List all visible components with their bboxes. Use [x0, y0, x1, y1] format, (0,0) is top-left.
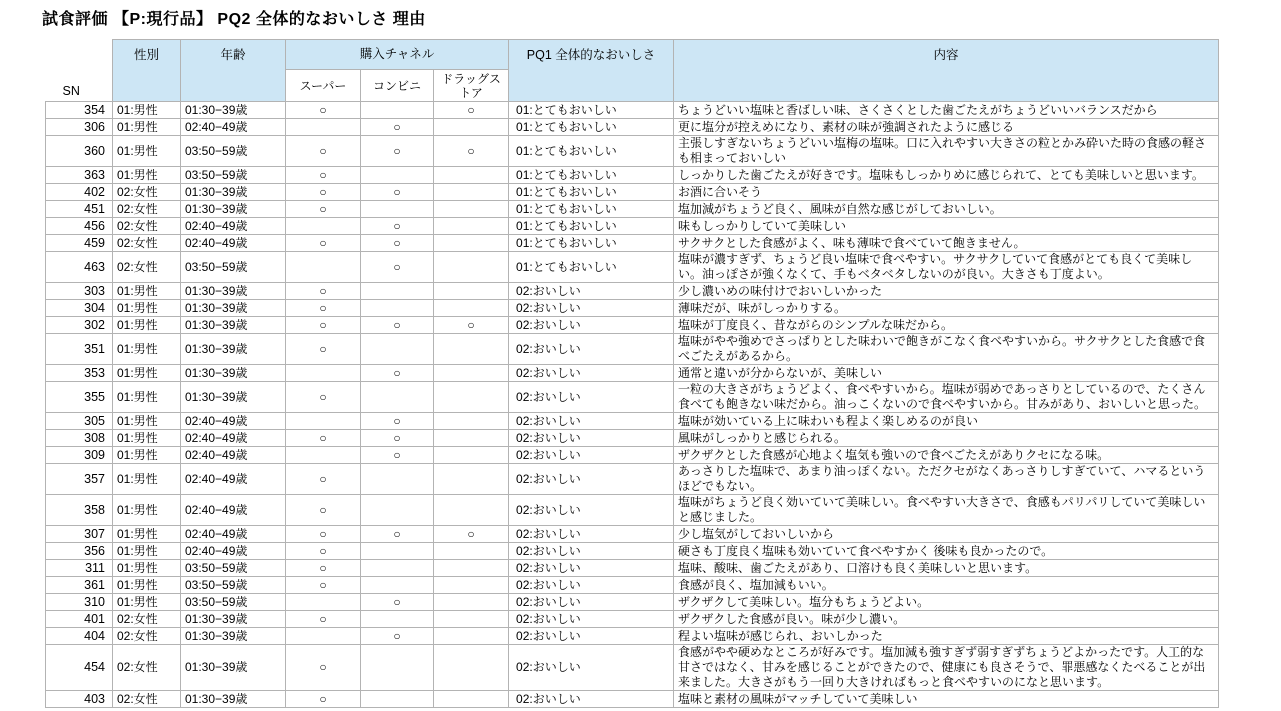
- cell-pq1: 02:おいしい: [509, 594, 674, 611]
- cell-age: 02:40−49歳: [181, 413, 286, 430]
- cell-sn: 356: [46, 543, 113, 560]
- cell-channel-drugstore: ○: [434, 102, 509, 119]
- cell-gender: 01:男性: [113, 167, 181, 184]
- cell-pq1: 01:とてもおいしい: [509, 252, 674, 283]
- cell-age: 02:40−49歳: [181, 218, 286, 235]
- cell-channel-drugstore: [434, 365, 509, 382]
- cell-content: 硬さも丁度良く塩味も効いていて食べやすかく 後味も良かったので。: [674, 543, 1219, 560]
- cell-sn: 355: [46, 382, 113, 413]
- cell-pq1: 02:おいしい: [509, 413, 674, 430]
- cell-pq1: 01:とてもおいしい: [509, 119, 674, 136]
- cell-channel-conbini: ○: [361, 184, 434, 201]
- cell-channel-drugstore: [434, 201, 509, 218]
- table-row: [46, 526, 1219, 543]
- cell-channel-super: ○: [286, 136, 361, 167]
- cell-gender: 02:女性: [113, 611, 181, 628]
- column-header-drugstore: ドラッグストア: [434, 70, 509, 102]
- cell-content: 塩味が効いている上に味わいも程よく楽しめるのが良い: [674, 413, 1219, 430]
- cell-channel-conbini: [361, 201, 434, 218]
- cell-content: ザクザクして美味しい。塩分もちょうどよい。: [674, 594, 1219, 611]
- cell-gender: 02:女性: [113, 235, 181, 252]
- cell-channel-conbini: [361, 102, 434, 119]
- cell-channel-super: ○: [286, 167, 361, 184]
- cell-age: 01:30−39歳: [181, 334, 286, 365]
- cell-channel-conbini: [361, 577, 434, 594]
- cell-gender: 02:女性: [113, 184, 181, 201]
- cell-channel-super: [286, 594, 361, 611]
- cell-channel-super: ○: [286, 526, 361, 543]
- cell-sn: 307: [46, 526, 113, 543]
- cell-pq1: 02:おいしい: [509, 577, 674, 594]
- cell-channel-conbini: ○: [361, 365, 434, 382]
- cell-gender: 02:女性: [113, 691, 181, 708]
- table-row: [46, 645, 1219, 691]
- cell-sn: 463: [46, 252, 113, 283]
- cell-content: ちょうどいい塩味と香ばしい味、さくさくとした歯ごたえがちょうどいいバランスだから: [674, 102, 1219, 119]
- cell-channel-super: ○: [286, 464, 361, 495]
- cell-channel-super: [286, 252, 361, 283]
- cell-channel-conbini: ○: [361, 136, 434, 167]
- cell-channel-conbini: ○: [361, 218, 434, 235]
- cell-pq1: 02:おいしい: [509, 611, 674, 628]
- cell-channel-conbini: ○: [361, 252, 434, 283]
- cell-sn: 351: [46, 334, 113, 365]
- cell-channel-super: ○: [286, 691, 361, 708]
- cell-age: 03:50−59歳: [181, 136, 286, 167]
- cell-channel-super: [286, 447, 361, 464]
- cell-age: 02:40−49歳: [181, 464, 286, 495]
- cell-sn: 310: [46, 594, 113, 611]
- cell-content: あっさりした塩味で、あまり油っぽくない。ただクセがなくあっさりしすぎていて、ハマるというほどでもない。: [674, 464, 1219, 495]
- cell-sn: 401: [46, 611, 113, 628]
- cell-channel-super: [286, 413, 361, 430]
- cell-channel-super: ○: [286, 645, 361, 691]
- cell-content: 程よい塩味が感じられ、おいしかった: [674, 628, 1219, 645]
- cell-channel-drugstore: ○: [434, 526, 509, 543]
- cell-sn: 360: [46, 136, 113, 167]
- table-row: [46, 382, 1219, 413]
- cell-channel-super: ○: [286, 560, 361, 577]
- cell-sn: 451: [46, 201, 113, 218]
- cell-sn: 456: [46, 218, 113, 235]
- cell-gender: 02:女性: [113, 201, 181, 218]
- cell-gender: 01:男性: [113, 365, 181, 382]
- table-row: [46, 560, 1219, 577]
- cell-channel-drugstore: [434, 543, 509, 560]
- cell-pq1: 01:とてもおいしい: [509, 218, 674, 235]
- cell-content: 塩味がちょうど良く効いていて美味しい。食べやすい大きさで、食感もパリパリしていて美味しいと感じました。: [674, 495, 1219, 526]
- cell-channel-drugstore: [434, 119, 509, 136]
- cell-content: ザクザクとした食感が心地よく塩気も強いので食べごたえがありクセになる味。: [674, 447, 1219, 464]
- cell-sn: 358: [46, 495, 113, 526]
- cell-gender: 01:男性: [113, 300, 181, 317]
- cell-gender: 01:男性: [113, 430, 181, 447]
- cell-gender: 01:男性: [113, 136, 181, 167]
- cell-sn: 354: [46, 102, 113, 119]
- cell-channel-drugstore: [434, 252, 509, 283]
- cell-pq1: 02:おいしい: [509, 526, 674, 543]
- cell-pq1: 02:おいしい: [509, 560, 674, 577]
- evaluation-table: [45, 39, 1219, 708]
- cell-gender: 01:男性: [113, 577, 181, 594]
- column-header-content: 内容: [674, 40, 1219, 102]
- cell-sn: 402: [46, 184, 113, 201]
- cell-gender: 01:男性: [113, 543, 181, 560]
- table-row: [46, 300, 1219, 317]
- cell-channel-drugstore: [434, 300, 509, 317]
- column-header-gender: 性別: [113, 40, 181, 102]
- table-row: [46, 447, 1219, 464]
- cell-gender: 01:男性: [113, 317, 181, 334]
- cell-gender: 01:男性: [113, 560, 181, 577]
- table-row: [46, 167, 1219, 184]
- table-row: [46, 365, 1219, 382]
- cell-pq1: 01:とてもおいしい: [509, 201, 674, 218]
- cell-age: 02:40−49歳: [181, 495, 286, 526]
- table-row: [46, 495, 1219, 526]
- cell-pq1: 02:おいしい: [509, 334, 674, 365]
- table-row: [46, 136, 1219, 167]
- cell-channel-drugstore: [434, 577, 509, 594]
- cell-gender: 01:男性: [113, 283, 181, 300]
- cell-age: 03:50−59歳: [181, 252, 286, 283]
- cell-content: 更に塩分が控えめになり、素材の味が強調されたように感じる: [674, 119, 1219, 136]
- table-body: [46, 102, 1219, 708]
- table-row: [46, 577, 1219, 594]
- cell-channel-conbini: [361, 334, 434, 365]
- cell-channel-super: ○: [286, 317, 361, 334]
- cell-channel-drugstore: [434, 218, 509, 235]
- table-row: [46, 235, 1219, 252]
- cell-channel-conbini: ○: [361, 317, 434, 334]
- cell-pq1: 02:おいしい: [509, 645, 674, 691]
- cell-gender: 01:男性: [113, 382, 181, 413]
- cell-content: 塩味、酸味、歯ごたえがあり、口溶けも良く美味しいと思います。: [674, 560, 1219, 577]
- cell-sn: 311: [46, 560, 113, 577]
- cell-channel-drugstore: [434, 594, 509, 611]
- table-row: [46, 430, 1219, 447]
- cell-pq1: 02:おいしい: [509, 543, 674, 560]
- cell-age: 03:50−59歳: [181, 577, 286, 594]
- cell-sn: 459: [46, 235, 113, 252]
- cell-age: 01:30−39歳: [181, 283, 286, 300]
- cell-channel-conbini: ○: [361, 413, 434, 430]
- cell-sn: 306: [46, 119, 113, 136]
- cell-channel-drugstore: [434, 645, 509, 691]
- cell-sn: 363: [46, 167, 113, 184]
- cell-channel-drugstore: [434, 235, 509, 252]
- table-row: [46, 413, 1219, 430]
- cell-pq1: 01:とてもおいしい: [509, 136, 674, 167]
- cell-pq1: 02:おいしい: [509, 691, 674, 708]
- cell-channel-drugstore: ○: [434, 317, 509, 334]
- cell-pq1: 02:おいしい: [509, 300, 674, 317]
- cell-channel-super: [286, 365, 361, 382]
- cell-channel-super: [286, 628, 361, 645]
- table-row: [46, 543, 1219, 560]
- cell-content: 食感が良く、塩加減もいい。: [674, 577, 1219, 594]
- cell-content: 塩味と素材の風味がマッチしていて美味しい: [674, 691, 1219, 708]
- cell-pq1: 02:おいしい: [509, 495, 674, 526]
- cell-channel-conbini: [361, 645, 434, 691]
- cell-content: 味もしっかりしていて美味しい: [674, 218, 1219, 235]
- cell-channel-conbini: [361, 382, 434, 413]
- table-row: [46, 218, 1219, 235]
- cell-channel-drugstore: [434, 382, 509, 413]
- table-row: [46, 283, 1219, 300]
- cell-channel-super: ○: [286, 235, 361, 252]
- cell-channel-conbini: [361, 543, 434, 560]
- cell-channel-super: ○: [286, 611, 361, 628]
- cell-channel-drugstore: [434, 611, 509, 628]
- cell-age: 01:30−39歳: [181, 300, 286, 317]
- cell-pq1: 02:おいしい: [509, 430, 674, 447]
- cell-pq1: 02:おいしい: [509, 365, 674, 382]
- cell-age: 01:30−39歳: [181, 628, 286, 645]
- cell-channel-conbini: [361, 611, 434, 628]
- cell-gender: 02:女性: [113, 218, 181, 235]
- cell-content: ザクザクした食感が良い。味が少し濃い。: [674, 611, 1219, 628]
- cell-channel-super: ○: [286, 201, 361, 218]
- column-header-age: 年齢: [181, 40, 286, 102]
- cell-channel-drugstore: [434, 495, 509, 526]
- cell-channel-conbini: [361, 464, 434, 495]
- cell-channel-conbini: [361, 560, 434, 577]
- table-row: [46, 252, 1219, 283]
- cell-sn: 403: [46, 691, 113, 708]
- cell-channel-drugstore: [434, 464, 509, 495]
- cell-channel-drugstore: [434, 628, 509, 645]
- cell-sn: 305: [46, 413, 113, 430]
- cell-channel-conbini: ○: [361, 447, 434, 464]
- cell-channel-drugstore: [434, 413, 509, 430]
- table-row: [46, 184, 1219, 201]
- cell-channel-conbini: ○: [361, 594, 434, 611]
- cell-age: 01:30−39歳: [181, 691, 286, 708]
- table-row: [46, 317, 1219, 334]
- cell-channel-super: ○: [286, 382, 361, 413]
- cell-channel-drugstore: [434, 334, 509, 365]
- cell-channel-super: ○: [286, 495, 361, 526]
- cell-sn: 404: [46, 628, 113, 645]
- cell-channel-conbini: [361, 691, 434, 708]
- cell-content: 主張しすぎないちょうどいい塩梅の塩味。口に入れやすい大きさの粒とかみ砕いた時の食感の軽さも相まっておいしい: [674, 136, 1219, 167]
- cell-pq1: 01:とてもおいしい: [509, 235, 674, 252]
- cell-channel-drugstore: [434, 430, 509, 447]
- cell-gender: 01:男性: [113, 464, 181, 495]
- cell-age: 03:50−59歳: [181, 560, 286, 577]
- cell-sn: 454: [46, 645, 113, 691]
- cell-channel-super: ○: [286, 184, 361, 201]
- cell-channel-conbini: ○: [361, 119, 434, 136]
- cell-channel-drugstore: [434, 283, 509, 300]
- column-header-super: スーパー: [286, 70, 361, 102]
- cell-content: サクサクとした食感がよく、味も薄味で食べていて飽きません。: [674, 235, 1219, 252]
- column-header-conbini: コンビニ: [361, 70, 434, 102]
- cell-gender: 02:女性: [113, 252, 181, 283]
- cell-age: 01:30−39歳: [181, 611, 286, 628]
- cell-pq1: 02:おいしい: [509, 283, 674, 300]
- cell-channel-super: [286, 218, 361, 235]
- cell-age: 01:30−39歳: [181, 365, 286, 382]
- cell-gender: 01:男性: [113, 495, 181, 526]
- page-title: 試食評価 【P:現行品】 PQ2 全体的なおいしさ 理由: [42, 11, 426, 28]
- cell-content: 塩味が丁度良く、昔ながらのシンプルな味だから。: [674, 317, 1219, 334]
- cell-age: 01:30−39歳: [181, 645, 286, 691]
- cell-age: 01:30−39歳: [181, 382, 286, 413]
- cell-channel-drugstore: [434, 184, 509, 201]
- cell-age: 02:40−49歳: [181, 447, 286, 464]
- cell-age: 01:30−39歳: [181, 317, 286, 334]
- column-header-channel-group: 購入チャネル: [286, 40, 509, 70]
- cell-channel-super: ○: [286, 283, 361, 300]
- cell-pq1: 02:おいしい: [509, 464, 674, 495]
- cell-channel-drugstore: ○: [434, 136, 509, 167]
- cell-channel-conbini: [361, 300, 434, 317]
- cell-gender: 01:男性: [113, 413, 181, 430]
- cell-sn: 308: [46, 430, 113, 447]
- cell-age: 02:40−49歳: [181, 430, 286, 447]
- cell-channel-drugstore: [434, 447, 509, 464]
- cell-pq1: 02:おいしい: [509, 317, 674, 334]
- cell-sn: 303: [46, 283, 113, 300]
- cell-content: 少し塩気がしておいしいから: [674, 526, 1219, 543]
- cell-gender: 02:女性: [113, 628, 181, 645]
- cell-gender: 01:男性: [113, 119, 181, 136]
- cell-channel-drugstore: [434, 167, 509, 184]
- cell-channel-super: [286, 119, 361, 136]
- cell-channel-super: ○: [286, 577, 361, 594]
- cell-channel-super: ○: [286, 102, 361, 119]
- cell-channel-conbini: ○: [361, 430, 434, 447]
- table-row: [46, 201, 1219, 218]
- cell-channel-conbini: [361, 283, 434, 300]
- cell-channel-super: ○: [286, 543, 361, 560]
- cell-content: 通常と違いが分からないが、美味しい: [674, 365, 1219, 382]
- column-header-sn: SN: [46, 40, 113, 102]
- cell-content: 薄味だが、味がしっかりする。: [674, 300, 1219, 317]
- table-row: [46, 628, 1219, 645]
- cell-age: 03:50−59歳: [181, 167, 286, 184]
- cell-age: 02:40−49歳: [181, 119, 286, 136]
- cell-gender: 01:男性: [113, 526, 181, 543]
- cell-channel-conbini: ○: [361, 526, 434, 543]
- cell-pq1: 02:おいしい: [509, 382, 674, 413]
- table-row: [46, 334, 1219, 365]
- cell-pq1: 02:おいしい: [509, 447, 674, 464]
- cell-sn: 309: [46, 447, 113, 464]
- cell-pq1: 01:とてもおいしい: [509, 102, 674, 119]
- cell-age: 01:30−39歳: [181, 102, 286, 119]
- table-row: [46, 119, 1219, 136]
- table-row: [46, 464, 1219, 495]
- cell-channel-super: ○: [286, 430, 361, 447]
- cell-channel-conbini: ○: [361, 235, 434, 252]
- cell-sn: 304: [46, 300, 113, 317]
- cell-channel-super: ○: [286, 334, 361, 365]
- cell-channel-drugstore: [434, 560, 509, 577]
- cell-age: 01:30−39歳: [181, 184, 286, 201]
- cell-content: しっかりした歯ごたえが好きです。塩味もしっかりめに感じられて、とても美味しいと思います。: [674, 167, 1219, 184]
- cell-content: 風味がしっかりと感じられる。: [674, 430, 1219, 447]
- cell-gender: 01:男性: [113, 334, 181, 365]
- cell-channel-conbini: ○: [361, 628, 434, 645]
- cell-age: 02:40−49歳: [181, 235, 286, 252]
- cell-sn: 357: [46, 464, 113, 495]
- table-row: [46, 102, 1219, 119]
- cell-channel-conbini: [361, 495, 434, 526]
- cell-age: 02:40−49歳: [181, 526, 286, 543]
- table-row: [46, 611, 1219, 628]
- cell-pq1: 02:おいしい: [509, 628, 674, 645]
- cell-channel-drugstore: [434, 691, 509, 708]
- cell-age: 03:50−59歳: [181, 594, 286, 611]
- cell-gender: 02:女性: [113, 645, 181, 691]
- table-header: [46, 40, 1219, 102]
- table-row: [46, 691, 1219, 708]
- cell-sn: 361: [46, 577, 113, 594]
- cell-content: 食感がやや硬めなところが好みです。塩加減も強すぎず弱すぎずちょうどよかったです。人工的な甘さではなく、甘みを感じることができたので、健康にも良さそうで、罪悪感なくたべることが出来ました。大きさがもう一回り大きければもっと食べやすいのになと思います。: [674, 645, 1219, 691]
- cell-pq1: 01:とてもおいしい: [509, 167, 674, 184]
- cell-sn: 302: [46, 317, 113, 334]
- cell-content: お酒に合いそう: [674, 184, 1219, 201]
- cell-content: 少し濃いめの味付けでおいしいかった: [674, 283, 1219, 300]
- cell-age: 02:40−49歳: [181, 543, 286, 560]
- cell-content: 塩味がやや強めでさっぱりとした味わいで飽きがこなく食べやすいから。サクサクとした食感で食べごたえがあるから。: [674, 334, 1219, 365]
- cell-age: 01:30−39歳: [181, 201, 286, 218]
- cell-gender: 01:男性: [113, 594, 181, 611]
- table-row: [46, 594, 1219, 611]
- cell-content: 塩加減がちょうど良く、風味が自然な感じがしておいしい。: [674, 201, 1219, 218]
- cell-content: 一粒の大きさがちょうどよく、食べやすいから。塩味が弱めであっさりとしているので、たくさん食べても飽きない味だから。油っこくないので食べやすいから。甘みがあり、おいしいと思った。: [674, 382, 1219, 413]
- column-header-pq1: PQ1 全体的なおいしさ: [509, 40, 674, 102]
- cell-pq1: 01:とてもおいしい: [509, 184, 674, 201]
- cell-content: 塩味が濃すぎず、ちょうど良い塩味で食べやすい。サクサクしていて食感がとても良くて美味しい。油っぽさが強くなくて、手もベタベタしないのが良い。大きさも丁度よい。: [674, 252, 1219, 283]
- cell-sn: 353: [46, 365, 113, 382]
- cell-channel-conbini: [361, 167, 434, 184]
- cell-channel-super: ○: [286, 300, 361, 317]
- cell-gender: 01:男性: [113, 102, 181, 119]
- cell-gender: 01:男性: [113, 447, 181, 464]
